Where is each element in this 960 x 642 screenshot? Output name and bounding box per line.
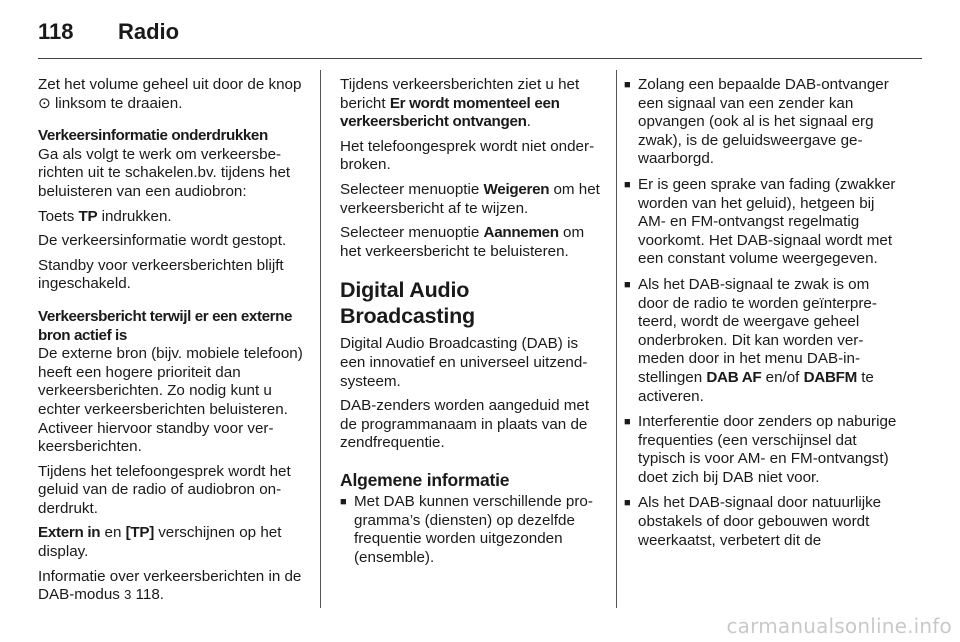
accept-option-label: Aannemen [483, 224, 559, 242]
list-item: ■ Zolang een bepaalde DAB-ontvanger een signaal van een zender kan opvangen (ook al is het signaal erg zwak), is de geluidsweergave gewaarborgd. [624, 76, 889, 168]
general-info-list [340, 493, 606, 567]
paragraph-stopped: De verkeersinformatie wordt gestopt. [38, 232, 287, 250]
column-3 [624, 76, 900, 557]
paragraph-not-interrupted: Het telefoongesprek wordt niet onderbroken. [340, 137, 595, 174]
page-reference-icon: 3 [124, 587, 132, 603]
list-item: ■ Als het DAB-signaal te zwak is om door de radio te worden geïnterpreteerd, wordt de weergave geheel onderbroken. Dit kan worden vermeden door in het menu DAB-instellingen DAB AF en/of DABFM te activeren. [624, 275, 877, 405]
dab-features-list [624, 76, 900, 550]
bullet-square-icon: ■ [624, 79, 631, 91]
dabfm-label: DABFM [803, 368, 857, 386]
paragraph-traffic-message: Tijdens verkeersberichten ziet u het bericht Er wordt momenteel een verkeersbericht ontvangen. [340, 76, 580, 131]
column-2 [340, 76, 606, 574]
heading-external-source: Verkeersbericht terwijl er een externe bron actief is [38, 307, 293, 344]
paragraph-reject: Selecteer menuoptie Weigeren om het verkeersbericht af te wijzen. [340, 180, 600, 217]
column-1 [38, 76, 310, 611]
heading-suppress-traffic: Verkeersinformatie onderdrukken [38, 127, 268, 145]
message-label: Er wordt momenteel een verkeersbericht ontvangen [340, 94, 560, 131]
reject-option-label: Weigeren [483, 180, 550, 198]
extern-in-label: Extern in [38, 524, 101, 542]
paragraph-external-priority: De externe bron (bijv. mobiele telefoon) heeft een hogere prioriteit dan verkeersberichten. Zo nodig kunt u echter verkeersberichten beluisteren. Activeer hiervoor standby voor verkeersberichten. [38, 345, 303, 456]
paragraph-dab-reference: Informatie over verkeersberichten in de DAB-modus 3 118. [38, 567, 302, 604]
bullet-square-icon: ■ [624, 497, 631, 510]
heading-general-info: Algemene informatie [340, 469, 510, 490]
dab-af-label: DAB AF [706, 368, 762, 386]
bullet-square-icon: ■ [624, 278, 631, 291]
paragraph-dab-names: DAB-zenders worden aangeduid met de programmanaam in plaats van de zendfrequentie. [340, 397, 590, 452]
page-header [38, 14, 922, 58]
bullet-square-icon: ■ [340, 495, 347, 508]
paragraph-accept: Selecteer menuoptie Aannemen om het verkeersbericht te beluisteren. [340, 224, 585, 260]
list-item: ■ Er is geen sprake van fading (zwakker worden van het geluid), hetgeen bij AM- en FM-ontvangst regelmatig voorkomt. Het DAB-signaal wordt met een constant volume weergegeven. [624, 175, 896, 268]
header-rule [38, 58, 922, 59]
bullet-square-icon: ■ [624, 178, 631, 191]
page-title: Radio [118, 19, 180, 44]
list-item: ■ Met DAB kunnen verschillende programma’s (diensten) op dezelfde frequentie worden uitgezonden (ensemble). [340, 492, 593, 566]
watermark-text: carmanualsonline.info [726, 614, 952, 638]
paragraph-dab-intro: Digital Audio Broadcasting (DAB) is een innovatief en universeel uitzendsysteem. [340, 335, 588, 390]
list-item: ■ Als het DAB-signaal door natuurlijke obstakels of door gebouwen wordt weerkaatst, verbetert dit de [624, 494, 882, 549]
bullet-square-icon: ■ [624, 416, 631, 429]
column-divider-2 [616, 70, 617, 608]
heading-dab: Digital Audio Broadcasting [340, 278, 475, 329]
column-divider-1 [320, 70, 321, 608]
paragraph-press-tp: Toets TP indrukken. [38, 207, 172, 225]
paragraph-volume: Zet het volume geheel uit door de knop ⊙ linksom te draaien. [38, 76, 302, 112]
page-number: 118 [38, 19, 74, 44]
paragraph-display-indicators: Extern in en [TP] verschijnen op het display. [38, 524, 282, 561]
paragraph-phone-call: Tijdens het telefoongesprek wordt het geluid van de radio of audiobron onderdrukt. [38, 462, 291, 517]
tp-indicator-label: [TP] [125, 524, 154, 542]
paragraph-suppress-steps: Ga als volgt te werk om verkeersberichten uit te schakelen.bv. tijdens het beluisteren van een audiobron: [38, 145, 291, 200]
paragraph-standby: Standby voor verkeersberichten blijft ingeschakeld. [38, 256, 284, 293]
list-item: ■ Interferentie door zenders op naburige frequenties (een verschijnsel dat typisch is voor AM- en FM-ontvangst) doet zich bij DAB niet voor. [624, 413, 897, 486]
tp-key-label: TP [78, 207, 98, 225]
